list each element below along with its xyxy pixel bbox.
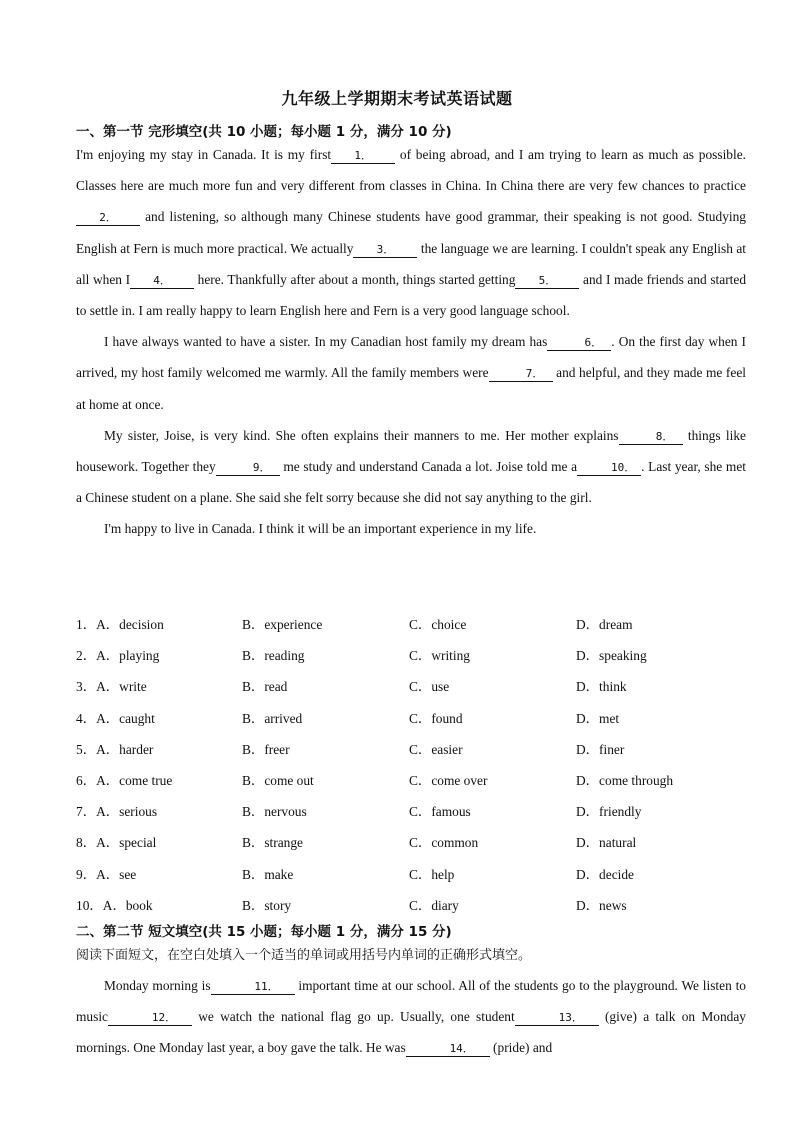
passage-text: important time at our school. All of the students go to the playground. We listen to music — [76, 978, 746, 1025]
option-b[interactable]: B．arrived — [242, 710, 303, 726]
answer-blank[interactable]: 11． — [211, 980, 295, 995]
question-options-row — [76, 670, 756, 701]
option-b[interactable]: B．reading — [242, 648, 305, 664]
question-options-row — [76, 795, 756, 826]
option-c[interactable]: C．found — [409, 710, 463, 726]
question-options-row — [76, 858, 756, 889]
option-b[interactable]: B．story — [242, 897, 292, 913]
passage-text: I'm happy to live in Canada. I think it will be an important experience in my life. — [104, 521, 537, 537]
answer-blank[interactable]: 8． — [619, 430, 683, 445]
answer-blank[interactable]: 6． — [547, 336, 611, 351]
option-a[interactable]: 7．A．serious — [76, 804, 158, 820]
option-c[interactable]: C．choice — [409, 617, 467, 632]
passage-text: we watch the national flag go up. Usually, one student — [192, 1009, 515, 1025]
passage-text: Monday morning is — [104, 978, 211, 993]
option-b[interactable]: B．read — [242, 679, 288, 695]
option-a[interactable]: 6．A．come true — [76, 772, 173, 788]
cloze-paragraph-4 — [76, 513, 746, 544]
passage-text: and listening, so although many Chinese students have good grammar, their speaking is not good. Studying English at Fern is much more practical. We actually — [76, 209, 746, 256]
option-d[interactable]: D．dream — [576, 617, 633, 632]
section2-heading: 二、第二节 短文填空(共 15 小题；每小题 1 分，满分 15 分) — [76, 924, 452, 940]
option-c[interactable]: C．common — [409, 835, 479, 851]
passage-text: (give) a talk on Monday mornings. One Monday last year, a boy gave the talk. He was — [76, 1009, 747, 1056]
option-a[interactable]: 5．A．harder — [76, 741, 154, 757]
option-b[interactable]: B．nervous — [242, 804, 307, 820]
answer-blank[interactable]: 9． — [216, 461, 280, 476]
cloze-paragraph-3 — [76, 420, 746, 514]
option-d[interactable]: D．friendly — [576, 804, 642, 820]
option-a[interactable]: 1．A．decision — [76, 617, 164, 632]
cloze-paragraph-1 — [76, 139, 746, 326]
question-options-row — [76, 702, 756, 733]
question-options-row — [76, 889, 756, 920]
passage-text: here. Thankfully after about a month, things started getting — [194, 271, 516, 287]
passage-text: . Last year, she met a Chinese student on a plane. She said she felt sorry because she did not say anything to the girl. — [76, 459, 747, 506]
answer-blank[interactable]: 7． — [489, 367, 553, 382]
option-d[interactable]: D．finer — [576, 741, 625, 757]
option-d[interactable]: D．news — [576, 897, 627, 913]
option-c[interactable]: C．diary — [409, 897, 459, 913]
passage-text: and helpful, and they made me feel at home at once. — [76, 365, 747, 412]
passage-text: the language we are learning. I couldn't speak any English at all when I — [76, 240, 746, 287]
option-b[interactable]: B．experience — [242, 617, 323, 632]
options-list — [76, 608, 756, 920]
section2-instruction: 阅读下面短文，在空白处填入一个适当的单词或用括号内单词的正确形式填空。 — [76, 948, 532, 963]
option-c[interactable]: C．easier — [409, 741, 463, 757]
answer-blank[interactable]: 14． — [406, 1042, 490, 1057]
passage-text: things like housework. Together they — [76, 427, 746, 475]
answer-blank[interactable]: 4． — [130, 274, 194, 289]
option-c[interactable]: C．writing — [409, 648, 471, 664]
option-c[interactable]: C．help — [409, 866, 455, 882]
question-options-row — [76, 733, 756, 764]
question-options-row — [76, 826, 756, 857]
option-d[interactable]: D．natural — [576, 835, 637, 851]
option-d[interactable]: D．met — [576, 710, 620, 726]
fill-passage — [76, 970, 746, 1064]
option-d[interactable]: D．speaking — [576, 648, 647, 664]
option-a[interactable]: 4．A．caught — [76, 710, 155, 726]
answer-blank[interactable]: 2． — [76, 211, 140, 226]
question-options-row — [76, 639, 756, 670]
passage-text: (pride) and — [489, 1040, 553, 1056]
option-d[interactable]: D．think — [576, 679, 627, 695]
answer-blank[interactable]: 12． — [108, 1011, 192, 1026]
answer-blank[interactable]: 13． — [515, 1011, 599, 1026]
section1-heading: 一、第一节 完形填空(共 10 小题；每小题 1 分，满分 10 分) — [76, 124, 452, 140]
question-options-row — [76, 764, 756, 795]
option-c[interactable]: C．famous — [409, 804, 471, 820]
option-a[interactable]: 8．A．special — [76, 835, 157, 851]
fill-paragraph — [76, 970, 746, 1064]
passage-text: I have always wanted to have a sister. In my Canadian host family my dream has — [104, 334, 548, 350]
question-options-row — [76, 608, 756, 639]
cloze-passage — [76, 139, 746, 545]
passage-text: . On the first day when I arrived, my host family welcomed me warmly. All the family members were — [76, 334, 747, 381]
option-a[interactable]: 9．A．see — [76, 866, 137, 882]
answer-blank[interactable]: 10． — [577, 461, 641, 476]
option-b[interactable]: B．come out — [242, 772, 314, 788]
passage-text: of being abroad, and I am trying to learn as much as possible. Classes here are much more fun and very different from classes in China. In China there are very few chances to practice — [76, 147, 746, 194]
option-d[interactable]: D．come through — [576, 772, 674, 788]
passage-text: My sister, Joise, is very kind. She often explains their manners to me. Her mother explains — [104, 427, 619, 443]
option-a[interactable]: 2．A．playing — [76, 648, 160, 664]
option-a[interactable]: 10．A．book — [76, 897, 153, 913]
option-a[interactable]: 3．A．write — [76, 679, 147, 695]
page-title: 九年级上学期期末考试英语试题 — [281, 89, 513, 108]
passage-text: I'm enjoying my stay in Canada. It is my first — [76, 147, 332, 162]
cloze-paragraph-2 — [76, 326, 746, 420]
passage-text: and I made friends and started to settle in. I am really happy to learn English here and Fern is a very good language school. — [76, 271, 747, 319]
option-d[interactable]: D．decide — [576, 866, 635, 882]
option-c[interactable]: C．come over — [409, 772, 488, 788]
passage-text: me study and understand Canada a lot. Joise told me a — [279, 459, 578, 475]
option-c[interactable]: C．use — [409, 679, 450, 695]
option-b[interactable]: B．make — [242, 866, 294, 882]
answer-blank[interactable]: 5． — [515, 274, 579, 289]
option-b[interactable]: B．strange — [242, 835, 303, 851]
answer-blank[interactable]: 1． — [331, 149, 395, 164]
answer-blank[interactable]: 3． — [353, 243, 417, 258]
option-b[interactable]: B．freer — [242, 741, 290, 757]
